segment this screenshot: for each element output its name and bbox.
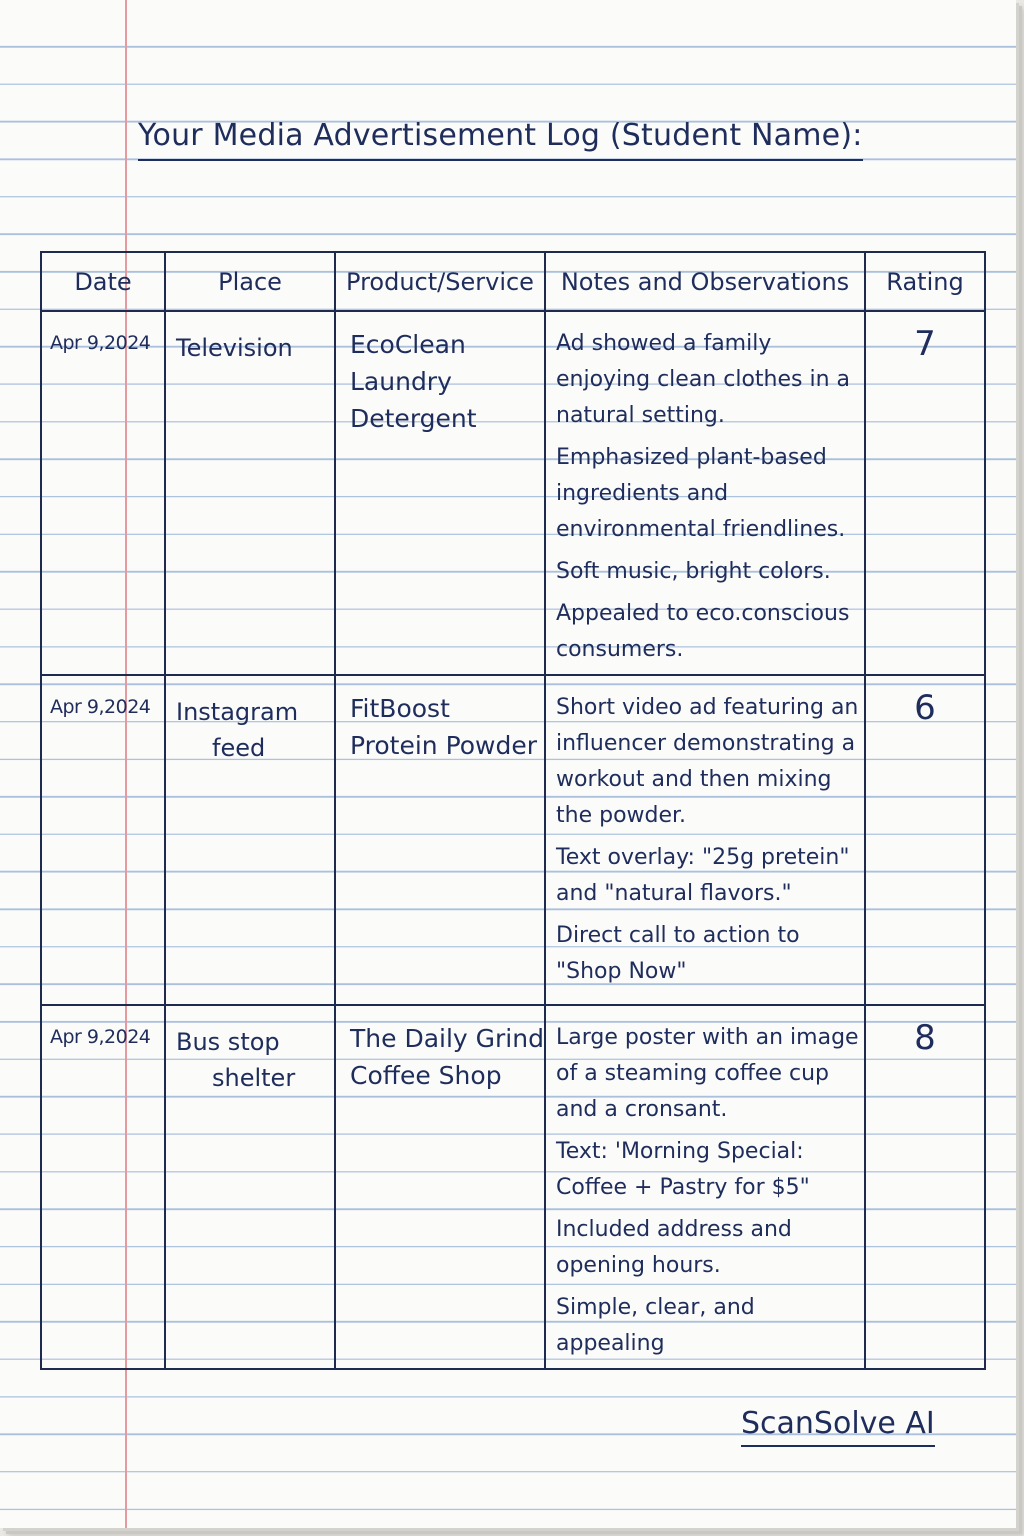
- product-line: Laundry: [350, 367, 452, 396]
- note-text: Appealed to eco.conscious consumers.: [556, 601, 850, 662]
- place-line: shelter: [212, 1064, 296, 1092]
- place-line: Bus stop: [176, 1028, 280, 1056]
- rating-cell: 8: [865, 1005, 985, 1369]
- product-cell: [335, 311, 545, 675]
- header-rating: Rating: [865, 252, 985, 311]
- table-row: [41, 311, 985, 675]
- note-text: Direct call to action to "Shop Now": [556, 923, 800, 984]
- product-line: FitBoost: [350, 694, 450, 723]
- product-cell: [335, 675, 545, 1005]
- place-cell: [165, 311, 335, 675]
- table-row: [41, 1005, 985, 1369]
- advertisement-log-table: [40, 251, 986, 1370]
- product-cell: [335, 1005, 545, 1369]
- scansolve-watermark: ScanSolve AI: [741, 1406, 935, 1447]
- place-line: Television: [176, 334, 293, 362]
- notes-cell: [545, 675, 865, 1005]
- date-cell: Apr 9,2024: [41, 1005, 165, 1369]
- rating-cell: 7: [865, 311, 985, 675]
- page-title: Your Media Advertisement Log (Student Name):: [138, 118, 863, 161]
- place-line: feed: [212, 734, 266, 762]
- note-text: Text overlay: "25g pretein" and "natural flavors.": [556, 845, 850, 906]
- date-cell: Apr 9,2024: [41, 311, 165, 675]
- note-text: Large poster with an image of a steaming coffee cup and a cronsant.: [556, 1025, 859, 1122]
- product-line: The Daily Grind: [350, 1024, 544, 1053]
- header-date: Date: [41, 252, 165, 311]
- place-cell: [165, 1005, 335, 1369]
- rating-cell: 6: [865, 675, 985, 1005]
- note-text: Soft music, bright colors.: [556, 559, 831, 584]
- product-line: Detergent: [350, 404, 477, 433]
- note-text: Ad showed a family enjoying clean clothes in a natural setting.: [556, 331, 851, 428]
- header-notes-observations: Notes and Observations: [545, 252, 865, 311]
- date-cell: Apr 9,2024: [41, 675, 165, 1005]
- product-line: Protein Powder: [350, 731, 538, 760]
- header-product-service: Product/Service: [335, 252, 545, 311]
- table-row: [41, 675, 985, 1005]
- notes-cell: [545, 311, 865, 675]
- product-line: EcoClean: [350, 330, 466, 359]
- note-text: Text: 'Morning Special: Coffee + Pastry for $5": [556, 1139, 810, 1200]
- note-text: Short video ad featuring an influencer demonstrating a workout and then mixing the powder.: [556, 695, 859, 828]
- header-place: Place: [165, 252, 335, 311]
- place-cell: [165, 675, 335, 1005]
- place-line: Instagram: [176, 698, 299, 726]
- note-text: Included address and opening hours.: [556, 1217, 792, 1278]
- note-text: Emphasized plant-based ingredients and environmental friendlines.: [556, 445, 846, 542]
- table-header-row: [41, 252, 985, 311]
- notes-cell: [545, 1005, 865, 1369]
- product-line: Coffee Shop: [350, 1061, 502, 1090]
- note-text: Simple, clear, and appealing: [556, 1295, 755, 1356]
